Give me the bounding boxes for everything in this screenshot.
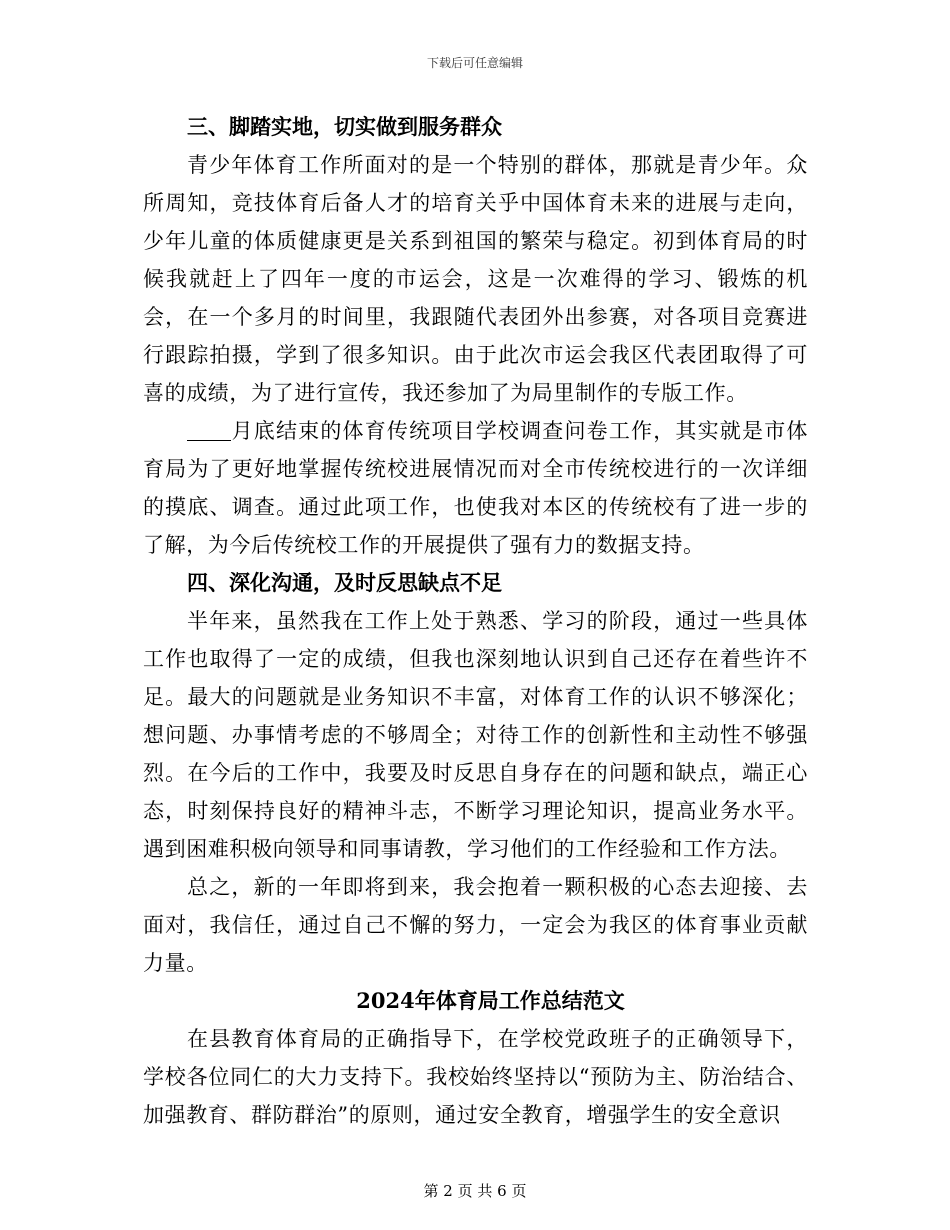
paragraph	[143, 412, 808, 564]
document-body	[143, 108, 808, 1134]
paragraph-text: 月底结束的体育传统项目学校调查问卷工作，其实就是市体育局为了更好地掌握传统校进展情况而对全市传统校进行的一次详细的摸底、调查。通过此项工作，也使我对本区的传统校有了进一步的了解，为今后传统校工作的开展提供了强有力的数据支持。	[143, 419, 808, 557]
page-number: 第 2 页 共 6 页	[423, 1182, 527, 1200]
fill-in-blank	[187, 418, 231, 441]
section-heading: 三、脚踏实地，切实做到服务群众	[187, 114, 502, 139]
paragraph: 总之，新的一年即将到来，我会抱着一颗积极的心态去迎接、去面对，我信任，通过自己不懈的努力，一定会为我区的体育事业贡献力量。	[143, 875, 808, 975]
paragraph: 在县教育体育局的正确指导下，在学校党政班子的正确领导下，学校各位同仁的大力支持下。我校始终坚持以“预防为主、防治结合、加强教育、群防群治”的原则，通过安全教育，增强学生的安全意识	[143, 1027, 808, 1127]
section-heading: 四、深化沟通，及时反思缺点不足	[187, 570, 502, 595]
paragraph: 青少年体育工作所面对的是一个特别的群体，那就是青少年。众所周知，竞技体育后备人才的培育关乎中国体育未来的进展与走向，少年儿童的体质健康更是关系到祖国的繁荣与稳定。初到体育局的时候我就赶上了四年一度的市运会，这是一次难得的学习、锻炼的机会，在一个多月的时间里，我跟随代表团外出参赛，对各项目竞赛进行跟踪拍摄，学到了很多知识。由于此次市运会我区代表团取得了可喜的成绩，为了进行宣传，我还参加了为局里制作的专版工作。	[143, 153, 808, 405]
document-title: 2024年体育局工作总结范文	[356, 988, 625, 1013]
paragraph: 半年来，虽然我在工作上处于熟悉、学习的阶段，通过一些具体工作也取得了一定的成绩，但我也深刻地认识到自己还存在着些许不足。最大的问题就是业务知识不丰富，对体育工作的认识不够深化；想问题、办事情考虑的不够周全；对待工作的创新性和主动性不够强烈。在今后的工作中，我要及时反思自身存在的问题和缺点，端正心态，时刻保持良好的精神斗志，不断学习理论知识，提高业务水平。遇到困难积极向领导和同事请教，学习他们的工作经验和工作方法。	[143, 609, 808, 861]
page-header: 下载后可任意编辑	[426, 56, 523, 70]
